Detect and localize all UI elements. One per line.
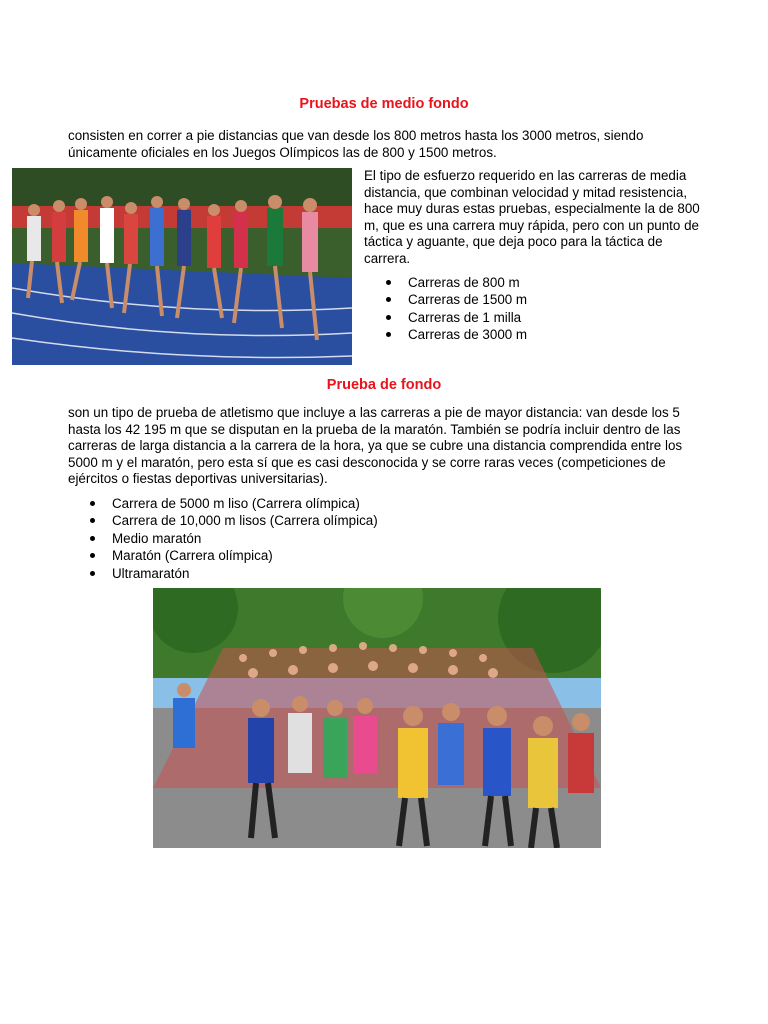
section-title-fondo: Prueba de fondo [326,377,442,393]
list-item: Carreras de 1 milla [384,309,527,326]
medio-fondo-list [384,274,527,344]
marathon-crowd-photo [153,588,601,848]
medio-fondo-intro: consisten en correr a pie distancias que van desde los 800 metros hasta los 3000 metros, siendo únicamente oficiales en los Juegos Olímpicos las de 800 y 1500 metros. [68,128,644,160]
list-item: Carreras de 3000 m [384,326,527,343]
list-item: Carreras de 800 m [384,274,527,291]
list-item: Ultramaratón [88,565,378,582]
fondo-list [88,495,378,582]
track-race-photo [12,168,352,365]
list-item: Carreras de 1500 m [384,291,527,308]
list-item: Medio maratón [88,530,378,547]
list-item: Carrera de 10,000 m lisos (Carrera olímpica) [88,512,378,529]
list-item: Maratón (Carrera olímpica) [88,547,378,564]
list-item: Carrera de 5000 m liso (Carrera olímpica) [88,495,378,512]
fondo-intro: son un tipo de prueba de atletismo que incluye a las carreras a pie de mayor distancia: van desde los 5 hasta los 42 195 m que se disputan en la prueba de la maratón. También se podría incluir dentro de las carreras de larga distancia a la carrera de la hora, ya que se cubre una distancia comprendida entre los 5000 m y el maratón, pero esta sí que es casi desconocida y se corre raras veces (competiciones de ejércitos o fiestas deportivas universitarias). [68,405,683,487]
section-title-medio-fondo: Pruebas de medio fondo [299,96,469,112]
medio-fondo-side-text: El tipo de esfuerzo requerido en las carreras de media distancia, que combinan velocidad y mitad resistencia, hace muy duras estas pruebas, especialmente la de 800 m, que es una carrera muy rápida, pero con un punto de táctica y aguante, que deja poco para la táctica de carrera. [364,168,700,266]
